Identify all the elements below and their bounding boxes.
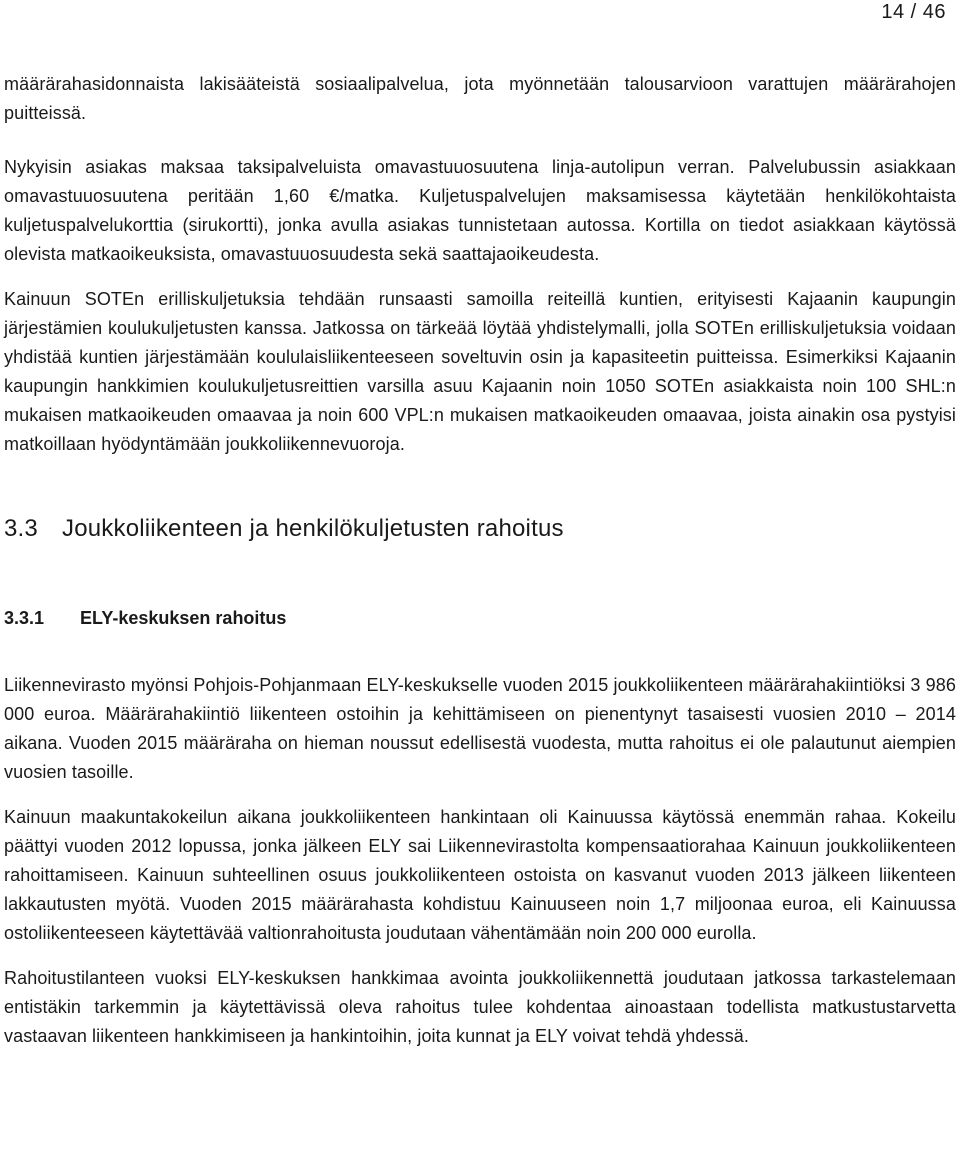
paragraph-1: määrärahasidonnaista lakisääteistä sosiaalipalvelua, jota myönnetään talousarvioon varattujen määrärahojen puitteissä.: [4, 74, 956, 123]
subsection-title: ELY-keskuksen rahoitus: [80, 608, 287, 628]
page-number: 14 / 46: [881, 1, 946, 23]
section-number: 3.3: [4, 515, 38, 542]
subsection-heading: [4, 606, 956, 630]
paragraph-5: Kainuun maakuntakokeilun aikana joukkoliikenteen hankintaan oli Kainuussa käytössä enemmän rahaa. Kokeilu päättyi vuoden 2012 lopussa, jonka jälkeen ELY sai Liikennevirastolta kompensaatiorahaa Kainuun joukkoliikenteen rahoittamiseen. Kainuun suhteellinen osuus joukkoliikenteen ostoista on kasvanut vuoden 2013 jälkeen liikenteen lakkautusten myötä. Vuoden 2015 määrärahasta kohdistuu Kainuuseen noin 1,7 miljoonaa euroa, eli Kainuussa ostoliikenteeseen käytettävää valtionrahoitusta joudutaan vähentämään noin 200 000 eurolla.: [4, 807, 956, 943]
paragraph-2: Nykyisin asiakas maksaa taksipalveluista omavastuuosuutena linja-autolipun verran. Palvelubussin asiakkaan omavastuuosuutena peritään 1,60 €/matka. Kuljetuspalvelujen maksamisessa käytetään henkilökohtaista kuljetuspalvelukorttia (sirukortti), jonka avulla asiakas tunnistetaan autossa. Kortilla on tiedot asiakkaan käytössä olevista matkaoikeuksista, omavastuuosuudesta sekä saattajaoikeudesta.: [4, 157, 956, 264]
paragraph-4: Liikennevirasto myönsi Pohjois-Pohjanmaan ELY-keskukselle vuoden 2015 joukkoliikenteen määrärahakiintiöksi 3 986 000 euroa. Määrärahakiintiö liikenteen ostoihin ja kehittämiseen on pienentynyt tasaisesti vuosien 2010 – 2014 aikana. Vuoden 2015 määräraha on hieman noussut edellisestä vuodesta, mutta rahoitus ei ole palautunut aiempien vuosien tasoille.: [4, 675, 956, 782]
paragraph-3: Kainuun SOTEn erilliskuljetuksia tehdään runsaasti samoilla reiteillä kuntien, erityisesti Kajaanin kaupungin järjestämien koulukuljetusten kanssa. Jatkossa on tärkeää löytää yhdistelymalli, jolla SOTEn erilliskuljetuksia voidaan yhdistää kuntien järjestämään koululaisliikenteeseen soveltuvin osin ja kapasiteetin puitteissa. Esimerkiksi Kajaanin kaupungin hankkimien koulukuljetusreittien varsilla asuu Kajaanin noin 1050 SOTEn asiakkaista noin 100 SHL:n mukaisen matkaoikeuden omaavaa ja noin 600 VPL:n mukaisen matkaoikeuden omaavaa, joista ainakin osa pystyisi matkoillaan hyödyntämään joukkoliikennevuoroja.: [4, 289, 956, 454]
section-heading: [4, 514, 956, 544]
paragraph-6: Rahoitustilanteen vuoksi ELY-keskuksen hankkimaa avointa joukkoliikennettä joudutaan jatkossa tarkastelemaan entistäkin tarkemmin ja käytettävissä oleva rahoitus tulee kohdentaa ainoastaan todellista matkustustarvetta vastaavan liikenteen hankkimiseen ja hankintoihin, joita kunnat ja ELY voivat tehdä yhdessä.: [4, 968, 956, 1046]
section-title: Joukkoliikenteen ja henkilökuljetusten rahoitus: [62, 515, 564, 542]
document-body: [4, 70, 956, 1051]
subsection-number: 3.3.1: [4, 608, 45, 628]
